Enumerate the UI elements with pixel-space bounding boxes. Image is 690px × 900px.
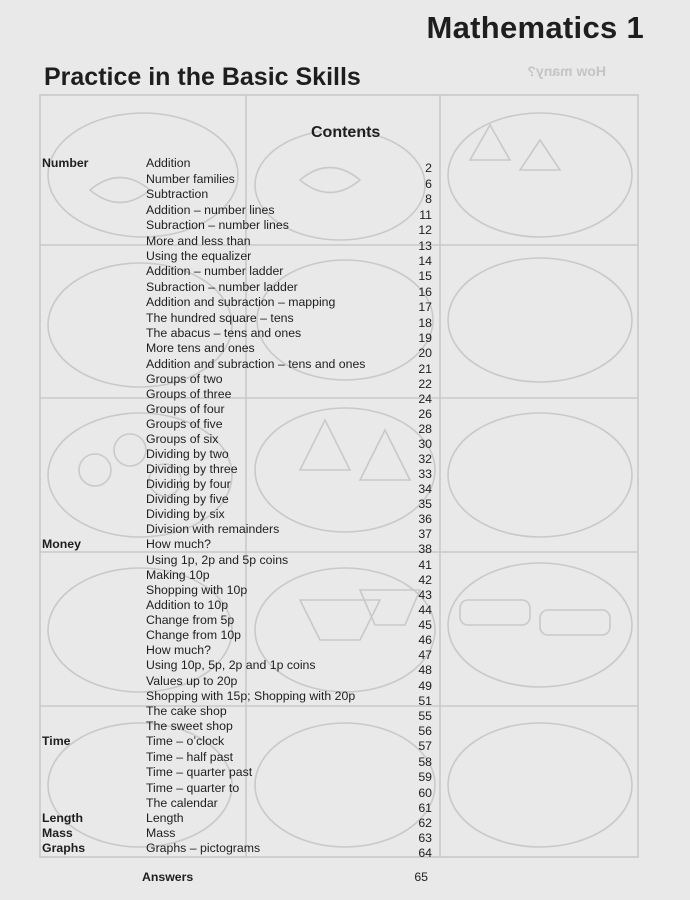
toc-entry-title: Making 10p bbox=[146, 568, 210, 582]
toc-page-number: 36 bbox=[418, 512, 432, 526]
toc-row bbox=[0, 264, 690, 283]
toc-row bbox=[0, 234, 690, 253]
toc-row bbox=[0, 295, 690, 314]
toc-entry-title: Change from 10p bbox=[146, 628, 242, 642]
toc-entry-title: Groups of six bbox=[146, 432, 219, 446]
toc-entry-title: Groups of two bbox=[146, 372, 223, 386]
toc-entry-title: Length bbox=[146, 811, 184, 825]
toc-page-number: 22 bbox=[418, 377, 432, 391]
toc-row bbox=[0, 658, 690, 677]
toc-row bbox=[0, 811, 690, 830]
toc-entry-title: Division with remainders bbox=[146, 522, 280, 536]
toc-entry-title: The hundred square – tens bbox=[146, 311, 294, 325]
toc-page-number: 13 bbox=[418, 239, 432, 253]
toc-row bbox=[0, 417, 690, 436]
section-heading: Length bbox=[42, 811, 83, 825]
toc-page-number: 35 bbox=[418, 497, 432, 511]
toc-entry-title: Using 10p, 5p, 2p and 1p coins bbox=[146, 658, 316, 672]
toc-row bbox=[0, 477, 690, 496]
answers-page-number: 65 bbox=[414, 870, 428, 884]
toc-page-number: 57 bbox=[418, 739, 432, 753]
toc-page-number: 19 bbox=[418, 331, 432, 345]
answers-label: Answers bbox=[142, 870, 194, 884]
toc-page-number: 49 bbox=[418, 679, 432, 693]
toc-page-number: 14 bbox=[418, 254, 432, 268]
toc-row bbox=[0, 781, 690, 800]
toc-entry-title: More and less than bbox=[146, 234, 251, 248]
toc-row bbox=[0, 492, 690, 511]
toc-page-number: 56 bbox=[418, 724, 432, 738]
toc-entry-title: Addition – number lines bbox=[146, 203, 275, 217]
toc-row bbox=[0, 462, 690, 481]
toc-page-number: 51 bbox=[418, 694, 432, 708]
section-heading: Money bbox=[42, 537, 81, 551]
toc-page-number: 44 bbox=[418, 603, 432, 617]
section-heading: Number bbox=[42, 156, 89, 170]
toc-row bbox=[0, 372, 690, 391]
toc-row bbox=[0, 218, 690, 237]
toc-entry-title: Dividing by four bbox=[146, 477, 231, 491]
toc-entry-title: Dividing by three bbox=[146, 462, 238, 476]
toc-page-number: 61 bbox=[418, 801, 432, 815]
series-title: Mathematics 1 bbox=[426, 10, 644, 45]
toc-page-number: 41 bbox=[418, 558, 432, 572]
toc-page-number: 17 bbox=[418, 300, 432, 314]
toc-page-number: 46 bbox=[418, 633, 432, 647]
toc-entry-title: Groups of five bbox=[146, 417, 223, 431]
toc-entry-title: More tens and ones bbox=[146, 341, 255, 355]
toc-page-number: 26 bbox=[418, 407, 432, 421]
toc-entry-title: Dividing by two bbox=[146, 447, 229, 461]
toc-page-number: 37 bbox=[418, 527, 432, 541]
toc-page-number: 59 bbox=[418, 770, 432, 784]
toc-entry-title: Change from 5p bbox=[146, 613, 235, 627]
toc-entry-title: How much? bbox=[146, 537, 211, 551]
toc-page-number: 21 bbox=[418, 362, 432, 376]
section-heading: Graphs bbox=[42, 841, 86, 855]
toc-row bbox=[0, 447, 690, 466]
toc-entry-title: The sweet shop bbox=[146, 719, 233, 733]
toc-entry-title: Graphs – pictograms bbox=[146, 841, 261, 855]
toc-entry-title: Mass bbox=[146, 826, 176, 840]
toc-page-number: 34 bbox=[418, 482, 432, 496]
toc-page-number: 6 bbox=[425, 177, 432, 191]
toc-page-number: 20 bbox=[418, 346, 432, 360]
toc-entry-title: Shopping with 15p; Shopping with 20p bbox=[146, 689, 356, 703]
contents-heading: Contents bbox=[311, 124, 381, 141]
toc-row bbox=[0, 203, 690, 222]
toc-page-number: 12 bbox=[418, 223, 432, 237]
toc-entry-title: Dividing by six bbox=[146, 507, 225, 521]
toc-row bbox=[0, 689, 690, 708]
toc-page-number: 48 bbox=[418, 663, 432, 677]
toc-row bbox=[0, 156, 690, 175]
toc-page-number: 62 bbox=[418, 816, 432, 830]
toc-page-number: 30 bbox=[418, 437, 432, 451]
toc-row bbox=[0, 750, 690, 769]
toc-entry-title: Groups of three bbox=[146, 387, 232, 401]
toc-entry-title: How much? bbox=[146, 643, 211, 657]
toc-row bbox=[0, 598, 690, 617]
toc-row bbox=[0, 583, 690, 602]
toc-row bbox=[0, 734, 690, 753]
toc-row bbox=[0, 826, 690, 845]
toc-entry-title: The calendar bbox=[146, 796, 218, 810]
toc-row bbox=[0, 704, 690, 723]
toc-page-number: 2 bbox=[425, 161, 432, 175]
toc-page-number: 32 bbox=[418, 452, 432, 466]
toc-entry-title: Using 1p, 2p and 5p coins bbox=[146, 553, 289, 567]
toc-entry-title: Values up to 20p bbox=[146, 674, 238, 688]
toc-row bbox=[0, 507, 690, 526]
toc-page-number: 45 bbox=[418, 618, 432, 632]
toc-page-number: 43 bbox=[418, 588, 432, 602]
toc-entry-title: Subtraction bbox=[146, 187, 209, 201]
toc-entry-title: The cake shop bbox=[146, 704, 227, 718]
toc-entry-title: Subraction – number lines bbox=[146, 218, 289, 232]
toc-row bbox=[0, 719, 690, 738]
toc-entry-title: Addition and subraction – mapping bbox=[146, 295, 336, 309]
toc-row bbox=[0, 522, 690, 541]
toc-page-number: 33 bbox=[418, 467, 432, 481]
toc-page-number: 60 bbox=[418, 786, 432, 800]
toc-row bbox=[0, 765, 690, 784]
toc-entry-title: Time – quarter past bbox=[146, 765, 253, 779]
book-title: Practice in the Basic Skills bbox=[44, 63, 361, 91]
toc-entry-title: Subraction – number ladder bbox=[146, 280, 298, 294]
toc-entry-title: Addition – number ladder bbox=[146, 264, 284, 278]
toc-page-number: 64 bbox=[418, 846, 432, 860]
toc-page-number: 15 bbox=[418, 269, 432, 283]
toc-row bbox=[0, 341, 690, 360]
toc-entry-title: Using the equalizer bbox=[146, 249, 252, 263]
mirrored-background-text: How many? bbox=[527, 63, 606, 79]
section-heading: Mass bbox=[42, 826, 73, 840]
toc-page-number: 47 bbox=[418, 648, 432, 662]
toc-row bbox=[0, 553, 690, 572]
toc-row bbox=[0, 172, 690, 191]
toc-row bbox=[0, 643, 690, 662]
toc-row bbox=[0, 432, 690, 451]
toc-row bbox=[0, 613, 690, 632]
toc-entry-title: Time – half past bbox=[146, 750, 234, 764]
toc-row bbox=[0, 537, 690, 556]
toc-row bbox=[0, 402, 690, 421]
toc-page-number: 8 bbox=[425, 192, 432, 206]
toc-row bbox=[0, 674, 690, 693]
toc-page-number: 24 bbox=[418, 392, 432, 406]
toc-page-number: 63 bbox=[418, 831, 432, 845]
toc-row bbox=[0, 187, 690, 206]
toc-row bbox=[0, 628, 690, 647]
toc-entry-title: Addition bbox=[146, 156, 191, 170]
toc-page-number: 55 bbox=[418, 709, 432, 723]
toc-entry-title: The abacus – tens and ones bbox=[146, 326, 302, 340]
toc-row bbox=[0, 387, 690, 406]
toc-entry-title: Addition to 10p bbox=[146, 598, 229, 612]
toc-page-number: 28 bbox=[418, 422, 432, 436]
toc-page-number: 11 bbox=[419, 208, 432, 222]
toc-row bbox=[0, 841, 690, 860]
toc-page-number: 38 bbox=[418, 542, 432, 556]
toc-row bbox=[0, 311, 690, 330]
toc-page-number: 18 bbox=[418, 316, 432, 330]
toc-row bbox=[0, 796, 690, 815]
toc-entry-title: Dividing by five bbox=[146, 492, 229, 506]
toc-row bbox=[0, 249, 690, 268]
toc-entry-title: Number families bbox=[146, 172, 235, 186]
toc-row bbox=[0, 280, 690, 299]
toc-entry-title: Shopping with 10p bbox=[146, 583, 248, 597]
toc-row bbox=[0, 357, 690, 376]
toc-entry-title: Addition and subraction – tens and ones bbox=[146, 357, 366, 371]
toc-row bbox=[0, 326, 690, 345]
section-heading: Time bbox=[42, 734, 71, 748]
toc-row bbox=[0, 568, 690, 587]
toc-page-number: 16 bbox=[418, 285, 432, 299]
toc-page-number: 42 bbox=[418, 573, 432, 587]
toc-page-number: 58 bbox=[418, 755, 432, 769]
toc-entry-title: Groups of four bbox=[146, 402, 225, 416]
toc-entry-title: Time – o’clock bbox=[146, 734, 225, 748]
toc-entry-title: Time – quarter to bbox=[146, 781, 240, 795]
